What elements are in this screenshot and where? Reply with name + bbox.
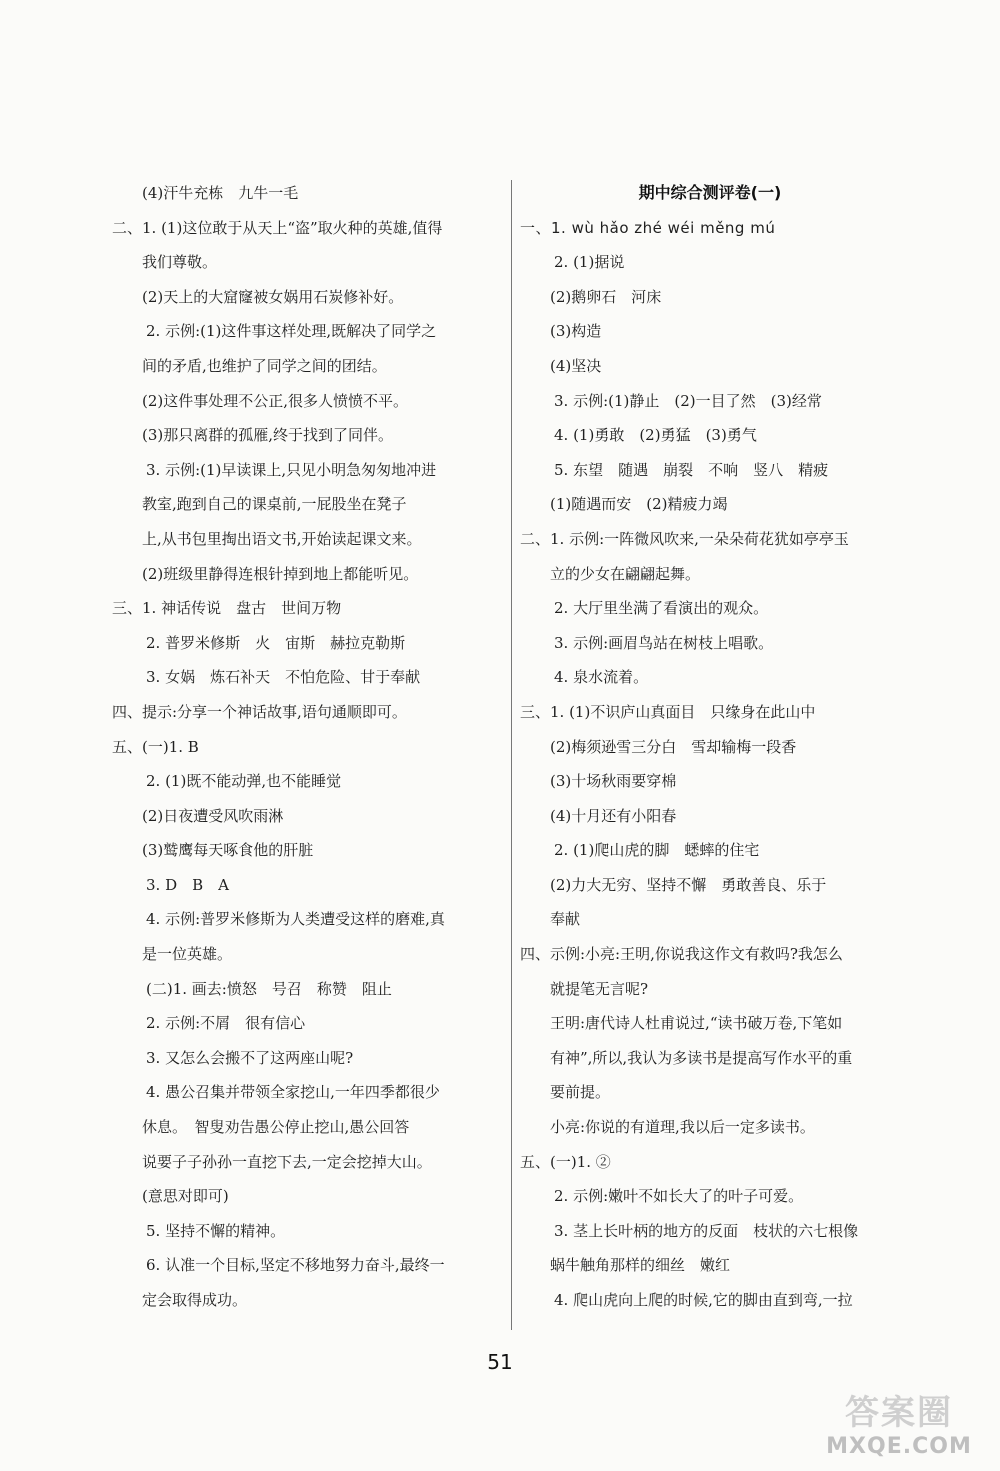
answer-line: 2. 普罗米修斯 火 宙斯 赫拉克勒斯: [146, 633, 406, 652]
column-divider: [511, 180, 512, 1330]
answer-line: (1)随遇而安 (2)精疲力竭: [550, 495, 728, 514]
answer-line: 要前提。: [550, 1083, 611, 1102]
answer-line: 3. 示例:(1)静止 (2)一目了然 (3)经常: [554, 391, 822, 410]
page-number: 51: [487, 1350, 513, 1374]
answer-line: 3. 又怎么会搬不了这两座山呢?: [146, 1048, 354, 1067]
answer-line: (3)构造: [550, 322, 602, 341]
answer-line: 奉献: [550, 910, 581, 929]
answer-line: 我们尊敬。: [142, 253, 218, 272]
answer-line: (3)鹫鹰每天啄食他的肝脏: [142, 841, 314, 860]
answer-line: (2)这件事处理不公正,很多人愤愤不平。: [142, 391, 409, 410]
answer-line: 说要子子孙孙一直挖下去,一定会挖掉大山。: [142, 1152, 432, 1171]
answer-line: (4)汗牛充栋 九牛一毛: [142, 184, 299, 202]
watermark-logo: [804, 1385, 994, 1465]
answer-line: (2)日夜遭受风吹雨淋: [142, 806, 284, 825]
answer-line: 五、(一)1. B: [112, 737, 199, 756]
answer-line: 3. 女娲 炼石补天 不怕危险、甘于奉献: [146, 668, 421, 687]
answer-line: (2)班级里静得连根针掉到地上都能听见。: [142, 564, 419, 583]
answer-line: 3. D B A: [146, 875, 229, 894]
answer-line: 二、1. (1)这位敢于从天上“盗”取火种的英雄,值得: [112, 218, 443, 237]
answer-line: 4. 示例:普罗米修斯为人类遭受这样的磨难,真: [146, 910, 445, 929]
answer-line: 2. 示例:(1)这件事这样处理,既解决了同学之: [146, 322, 437, 341]
answer-line: 3. 茎上长叶柄的地方的反面 枝状的六七根像: [554, 1221, 859, 1240]
right-column: [520, 176, 900, 1318]
answer-line: 2. 示例:嫩叶不如长大了的叶子可爱。: [554, 1187, 804, 1206]
answer-line: 6. 认准一个目标,坚定不移地努力奋斗,最终一: [146, 1256, 445, 1275]
section-title: 期中综合测评卷(一): [638, 183, 782, 202]
answer-line: 五、(一)1. ②: [520, 1152, 611, 1171]
answer-line: (2)力大无穷、坚持不懈 勇敢善良、乐于: [550, 875, 827, 894]
answer-line: 三、1. (1)不识庐山真面目 只缘身在此山中: [520, 702, 816, 721]
answer-line: 间的矛盾,也维护了同学之间的团结。: [142, 356, 387, 375]
answer-line: 蜗牛触角那样的细丝 嫩红: [550, 1256, 731, 1275]
watermark-text: 答案圈: [845, 1393, 953, 1433]
answer-line: 休息。 智叟劝告愚公停止挖山,愚公回答: [142, 1118, 410, 1137]
answer-line: (二)1. 画去:愤怒 号召 称赞 阻止: [146, 979, 392, 998]
answer-line: (3)十场秋雨要穿棉: [550, 772, 677, 791]
answer-line: 是一位英雄。: [142, 945, 233, 964]
answer-line: 立的少女在翩翩起舞。: [550, 564, 701, 583]
answer-line: 小亮:你说的有道理,我以后一定多读书。: [550, 1118, 815, 1137]
answer-line: 2. 大厅里坐满了看演出的观众。: [554, 599, 769, 618]
answer-line: 3. 示例:(1)早读课上,只见小明急匆匆地冲进: [146, 460, 437, 479]
answer-line: (2)梅须逊雪三分白 雪却输梅一段香: [550, 737, 797, 756]
watermark-url: MXQE.COM: [826, 1434, 972, 1459]
answer-line: 2. (1)既不能动弹,也不能睡觉: [146, 772, 342, 791]
answer-line: 一、1. wù hǎo zhé wéi měng mú: [520, 218, 776, 237]
left-column: [112, 176, 502, 1318]
answer-line: 2. (1)爬山虎的脚 蟋蟀的住宅: [554, 841, 760, 860]
answer-line: 4. 泉水流着。: [554, 668, 649, 687]
answer-line: 4. 爬山虎向上爬的时候,它的脚由直到弯,一拉: [554, 1291, 853, 1309]
answer-line: 5. 东望 随遇 崩裂 不响 竖八 精疲: [554, 460, 829, 479]
answer-line: 4. (1)勇敢 (2)勇猛 (3)勇气: [554, 426, 757, 445]
answer-line: 定会取得成功。: [142, 1291, 248, 1309]
answer-line: 3. 示例:画眉鸟站在树枝上唱歌。: [554, 633, 774, 652]
answer-line: 四、示例:小亮:王明,你说我这作文有救吗?我怎么: [520, 945, 843, 964]
answer-line: 教室,跑到自己的课桌前,一屁股坐在凳子: [142, 495, 407, 514]
answer-line: (4)坚决: [550, 356, 602, 375]
answer-line: 2. (1)据说: [554, 253, 625, 272]
answer-line: (2)鹅卵石 河床: [550, 287, 662, 306]
answer-line: 4. 愚公召集并带领全家挖山,一年四季都很少: [146, 1083, 440, 1102]
answer-line: (2)天上的大窟窿被女娲用石炭修补好。: [142, 287, 404, 306]
answer-line: (3)那只离群的孤雁,终于找到了同伴。: [142, 426, 394, 445]
answer-line: 就提笔无言呢?: [550, 979, 649, 998]
answer-line: (4)十月还有小阳春: [550, 806, 677, 825]
answer-line: 2. 示例:不屑 很有信心: [146, 1014, 306, 1033]
answer-line: 三、1. 神话传说 盘古 世间万物: [112, 599, 342, 618]
answer-line: 上,从书包里掏出语文书,开始读起课文来。: [142, 529, 422, 548]
answer-line: 有神”,所以,我认为多读书是提高写作水平的重: [550, 1048, 853, 1067]
answer-line: 5. 坚持不懈的精神。: [146, 1221, 286, 1240]
answer-line: (意思对即可): [142, 1187, 229, 1206]
answer-line: 四、提示:分享一个神话故事,语句通顺即可。: [112, 702, 407, 721]
answer-line: 二、1. 示例:一阵微风吹来,一朵朵荷花犹如亭亭玉: [520, 529, 849, 548]
answer-line: 王明:唐代诗人杜甫说过,“读书破万卷,下笔如: [550, 1014, 843, 1033]
